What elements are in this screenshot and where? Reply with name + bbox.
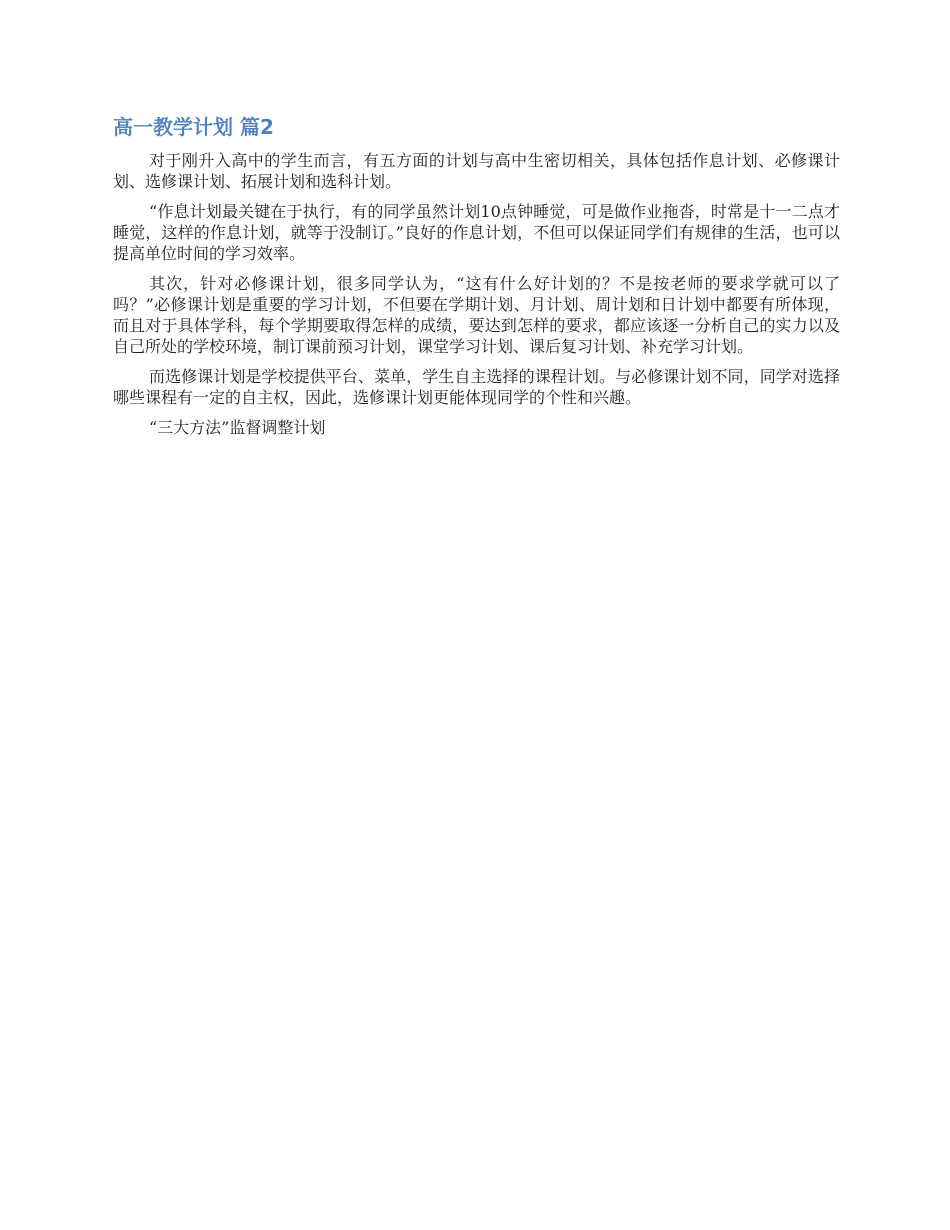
paragraph-required-course-plan: 其次，针对必修课计划，很多同学认为，“这有什么好计划的？不是按老师的要求学就可以了吗？”必修课计划是重要的学习计划，不但要在学期计划、月计划、周计划和日计划中都要有所体现，而且对于具体学科，每个学期要取得怎样的成绩，要达到怎样的要求，都应该逐一分析自己的实力以及自己所处的学校环境，制订课前预习计划，课堂学习计划、课后复习计划、补充学习计划。 [113,274,840,356]
document-body [113,112,840,447]
paragraph-elective-course-plan: 而选修课计划是学校提供平台、菜单，学生自主选择的课程计划。与必修课计划不同，同学对选择哪些课程有一定的自主权，因此，选修课计划更能体现同学的个性和兴趣。 [113,367,840,407]
paragraph-schedule-plan: “作息计划最关键在于执行，有的同学虽然计划10点钟睡觉，可是做作业拖沓，时常是十一二点才睡觉，这样的作息计划，就等于没制订。”良好的作息计划，不但可以保证同学们有规律的生活，也可以提高单位时间的学习效率。 [113,202,840,263]
document-title: 高一教学计划 篇2 [113,115,274,139]
paragraph-three-methods: “三大方法”监督调整计划 [149,418,326,437]
paragraph-intro: 对于刚升入高中的学生而言，有五方面的计划与高中生密切相关，具体包括作息计划、必修课计划、选修课计划、拓展计划和选科计划。 [113,151,840,191]
